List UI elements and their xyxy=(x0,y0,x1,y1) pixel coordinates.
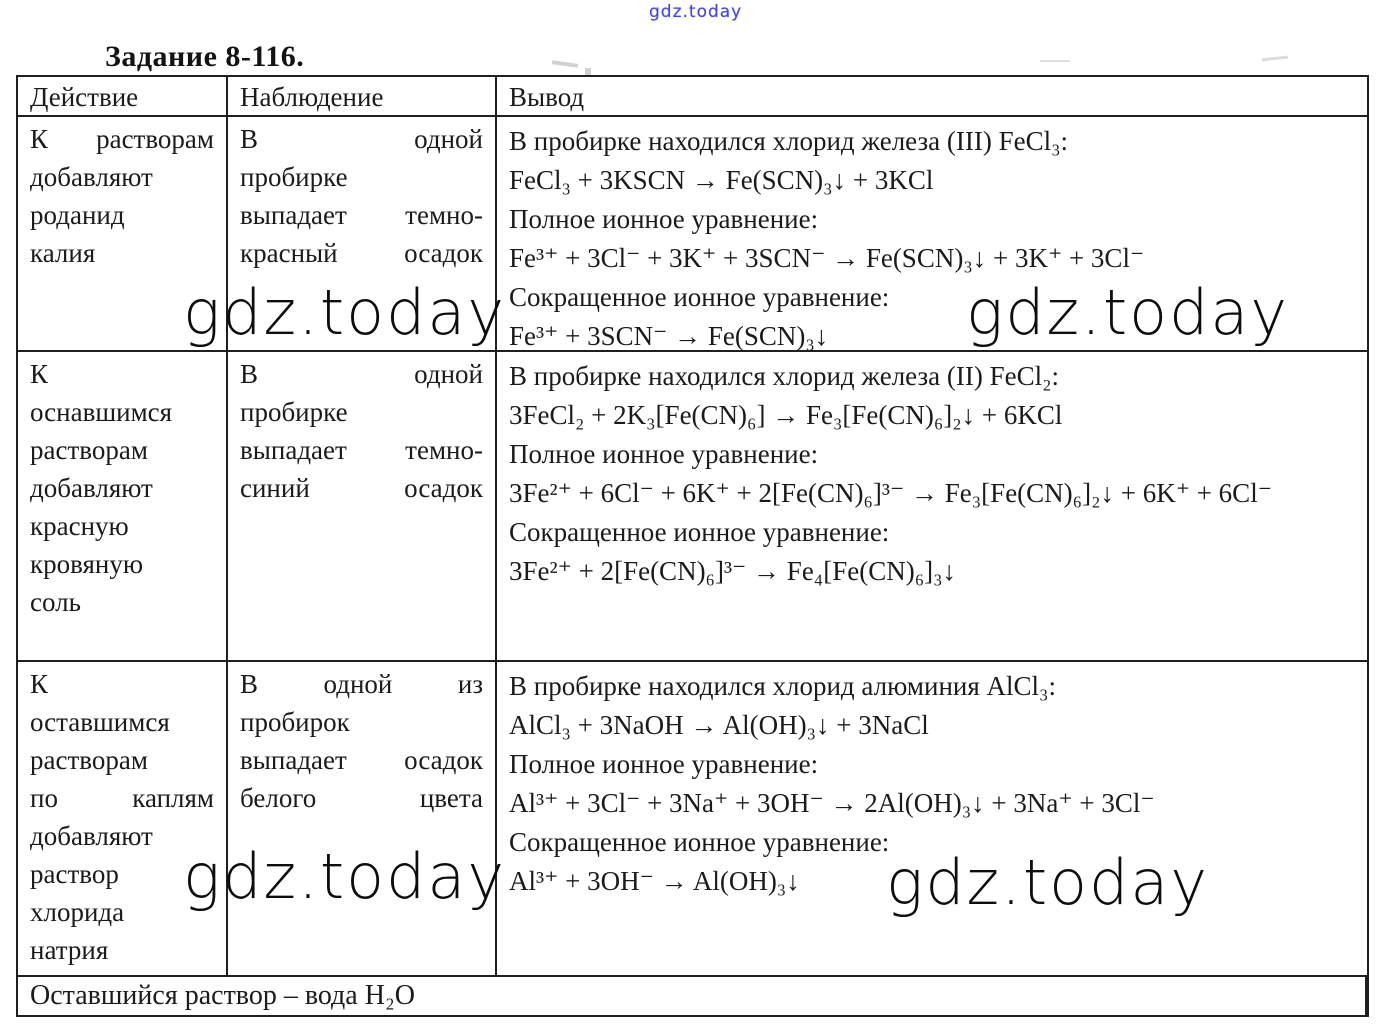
action-line: роданид xyxy=(30,200,125,230)
header-cell-conclusion: Вывод xyxy=(497,77,1367,117)
action-line: красную xyxy=(30,511,129,541)
chemical-equation: Al³⁺ + 3OH⁻ → Al(OH)₃↓ xyxy=(509,866,800,896)
conclusion-line: В пробирке находился хлорид алюминия AlCl₃: xyxy=(509,671,1056,701)
action-line: кровяную xyxy=(30,549,144,579)
conclusion-line: Полное ионное уравнение: xyxy=(509,439,819,469)
action-line: растворам xyxy=(30,745,148,775)
action-line: К растворам xyxy=(30,124,214,154)
action-cell xyxy=(18,662,228,977)
action-cell xyxy=(18,352,228,662)
action-line: добавляют xyxy=(30,162,153,192)
action-line: добавляют xyxy=(30,821,153,851)
observation-line: красный осадок xyxy=(240,238,483,268)
watermark: gdz.today xyxy=(183,840,507,913)
action-line: раствор xyxy=(30,859,119,889)
table-footer-cell xyxy=(18,977,1367,1015)
watermark: gdz.today xyxy=(183,276,507,349)
conclusion-line: Сокращенное ионное уравнение: xyxy=(509,827,890,857)
conclusion-line: В пробирке находился хлорид железа (III) FeCl₃: xyxy=(509,126,1069,156)
observation-line: выпадает темно- xyxy=(240,435,483,465)
observation-line: пробирке xyxy=(240,162,348,192)
conclusion-line: Сокращенное ионное уравнение: xyxy=(509,282,890,312)
watermark: gdz.today xyxy=(886,846,1210,919)
header-cell-action: Действие xyxy=(18,77,228,117)
erased-text-artifact xyxy=(1262,56,1288,62)
observation-cell xyxy=(228,662,497,977)
erased-text-artifact xyxy=(552,60,578,68)
observation-line: В одной из xyxy=(240,669,483,699)
observation-line: В одной xyxy=(240,359,483,389)
action-line: по каплям xyxy=(30,783,214,813)
conclusion-cell xyxy=(497,352,1367,662)
watermark: gdz.today xyxy=(966,276,1290,349)
chemical-equation: 3FeCl₂ + 2K₃[Fe(CN)₆] → Fe₃[Fe(CN)₆]₂↓ + 6KCl xyxy=(509,400,1063,430)
conclusion-cell xyxy=(497,662,1367,977)
page-title: Задание 8-116. xyxy=(105,40,305,73)
action-line: К xyxy=(30,669,49,699)
action-line: К xyxy=(30,359,49,389)
watermark-top: gdz.today xyxy=(649,2,743,22)
observation-line: В одной xyxy=(240,124,483,154)
observation-line: пробирке xyxy=(240,397,348,427)
observation-line: белого цвета xyxy=(240,783,483,813)
conclusion-line: Сокращенное ионное уравнение: xyxy=(509,517,890,547)
header-cell-observation: Наблюдение xyxy=(228,77,497,117)
erased-text-artifact xyxy=(1040,60,1070,62)
action-line: хлорида xyxy=(30,897,125,927)
chemical-equation: 3Fe²⁺ + 2[Fe(CN)₆]³⁻ → Fe₄[Fe(CN)₆]₃↓ xyxy=(509,556,957,586)
action-line: растворам xyxy=(30,435,148,465)
conclusion-line: Полное ионное уравнение: xyxy=(509,204,819,234)
chemical-equation: AlCl₃ + 3NaOH → Al(OH)₃↓ + 3NaCl xyxy=(509,710,929,740)
action-line: соль xyxy=(30,587,81,617)
action-line: оставшимся xyxy=(30,707,170,737)
action-line: натрия xyxy=(30,935,109,965)
chemical-equation: Al³⁺ + 3Cl⁻ + 3Na⁺ + 3OH⁻ → 2Al(OH)₃↓ + 3Na⁺ + 3Cl⁻ xyxy=(509,788,1155,818)
chemical-equation: Fe³⁺ + 3Cl⁻ + 3K⁺ + 3SCN⁻ → Fe(SCN)₃↓ + 3K⁺ + 3Cl⁻ xyxy=(509,243,1145,273)
observation-line: выпадает темно- xyxy=(240,200,483,230)
conclusion-line: В пробирке находился хлорид железа (II) FeCl₂: xyxy=(509,361,1060,391)
chemical-equation: FeCl₃ + 3KSCN → Fe(SCN)₃↓ + 3KCl xyxy=(509,165,934,195)
observation-line: выпадает осадок xyxy=(240,745,483,775)
footer-text: Оставшийся раствор – вода H₂O xyxy=(30,980,415,1011)
action-line: оснавшимся xyxy=(30,397,173,427)
chemical-equation: Fe³⁺ + 3SCN⁻ → Fe(SCN)₃↓ xyxy=(509,321,829,351)
action-line: добавляют xyxy=(30,473,153,503)
chemical-equation: 3Fe²⁺ + 6Cl⁻ + 6K⁺ + 2[Fe(CN)₆]³⁻ → Fe₃[Fe(CN)₆]₂↓ + 6K⁺ + 6Cl⁻ xyxy=(509,478,1272,508)
action-line: калия xyxy=(30,238,96,268)
observation-line: пробирок xyxy=(240,707,350,737)
conclusion-line: Полное ионное уравнение: xyxy=(509,749,819,779)
observation-line: синий осадок xyxy=(240,473,483,503)
observation-cell xyxy=(228,352,497,662)
